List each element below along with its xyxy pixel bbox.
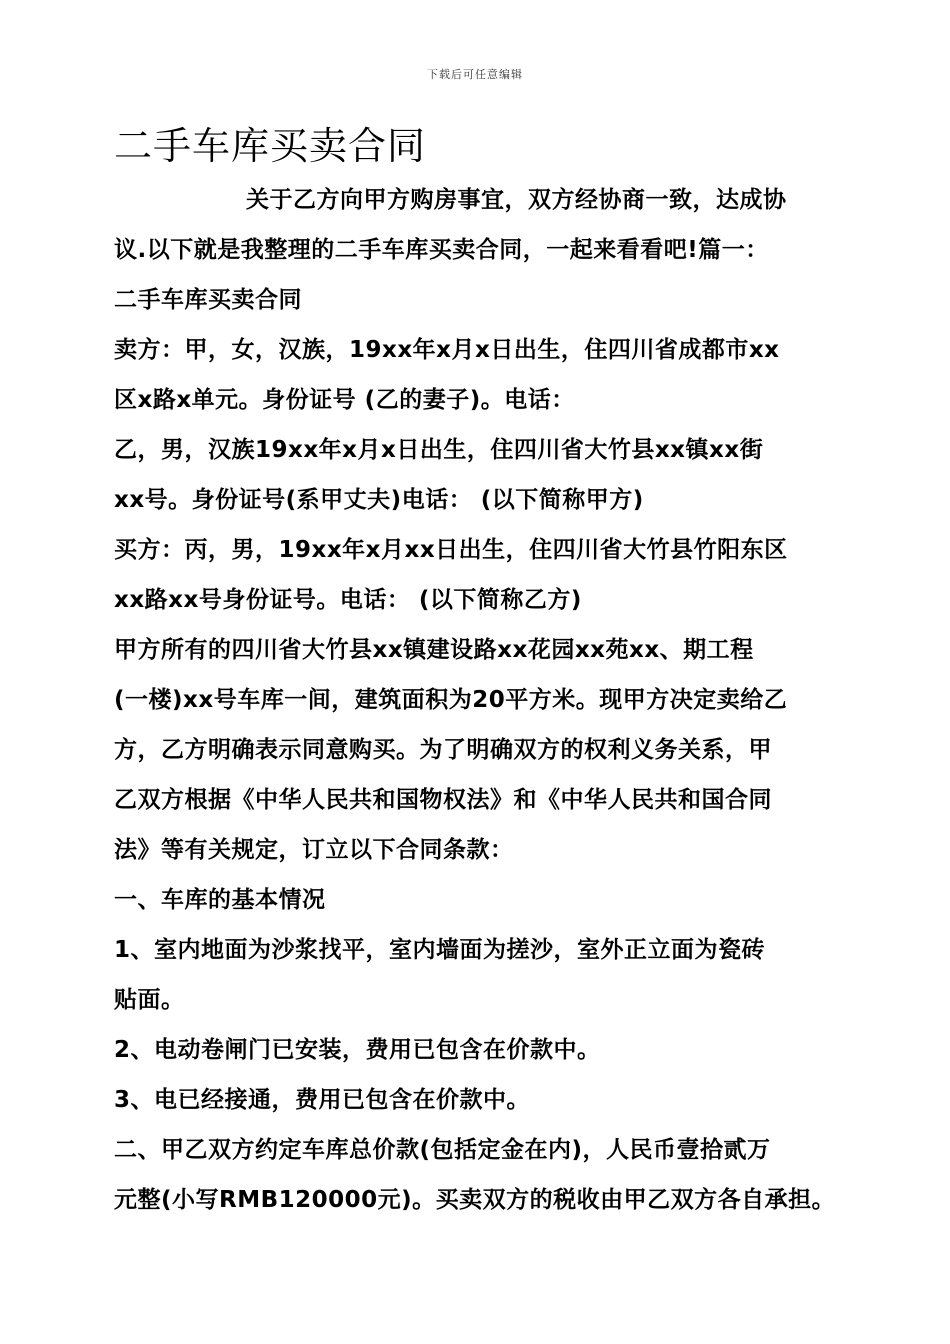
- body-line: 买方：丙，男，19xx年x月xx日出生，住四川省大竹县竹阳东区: [114, 537, 788, 563]
- body-line: xx号。身份证号(系甲丈夫)电话： (以下简称甲方): [114, 487, 644, 513]
- body-line: 乙双方根据《中华人民共和国物权法》和《中华人民共和国合同: [114, 787, 772, 813]
- header-note: 下载后可任意编辑: [427, 68, 523, 81]
- body-line: 元整(小写RMB120000元)。买卖双方的税收由甲乙双方各自承担。: [114, 1187, 836, 1213]
- section-heading: 二手车库买卖合同: [114, 287, 302, 313]
- body-line: 议.以下就是我整理的二手车库买卖合同，一起来看看吧!篇一：: [114, 237, 769, 263]
- body-line: 卖方：甲，女，汉族，19xx年x月x日出生，住四川省成都市xx: [114, 337, 780, 363]
- body-line: 乙，男，汉族19xx年x月x日出生，住四川省大竹县xx镇xx街: [114, 437, 764, 463]
- body-line: 方，乙方明确表示同意购买。为了明确双方的权利义务关系，甲: [114, 737, 772, 763]
- body-line: 二、甲乙双方约定车库总价款(包括定金在内)，人民币壹拾贰万: [114, 1137, 771, 1163]
- body-line: 区x路x单元。身份证号 (乙的妻子)。电话：: [114, 387, 575, 413]
- body-line: (一楼)xx号车库一间，建筑面积为20平方米。现甲方决定卖给乙: [114, 687, 788, 713]
- body-line-intro: 关于乙方向甲方购房事宜，双方经协商一致，达成协: [246, 187, 787, 213]
- list-item-continuation: 贴面。: [114, 987, 185, 1013]
- document-body: [114, 182, 854, 1232]
- section-heading: 一、车库的基本情况: [114, 887, 326, 913]
- list-item: 2、电动卷闸门已安装，费用已包含在价款中。: [114, 1037, 601, 1063]
- body-line: 法》等有关规定，订立以下合同条款：: [114, 837, 514, 863]
- body-line: xx路xx号身份证号。电话： (以下简称乙方): [114, 587, 582, 613]
- list-item: 1、室内地面为沙浆找平，室内墙面为搓沙，室外正立面为瓷砖: [114, 937, 766, 963]
- list-item: 3、电已经接通，费用已包含在价款中。: [114, 1087, 531, 1113]
- body-line: 甲方所有的四川省大竹县xx镇建设路xx花园xx苑xx、期工程: [114, 637, 754, 663]
- document-title: 二手车库买卖合同: [114, 124, 427, 168]
